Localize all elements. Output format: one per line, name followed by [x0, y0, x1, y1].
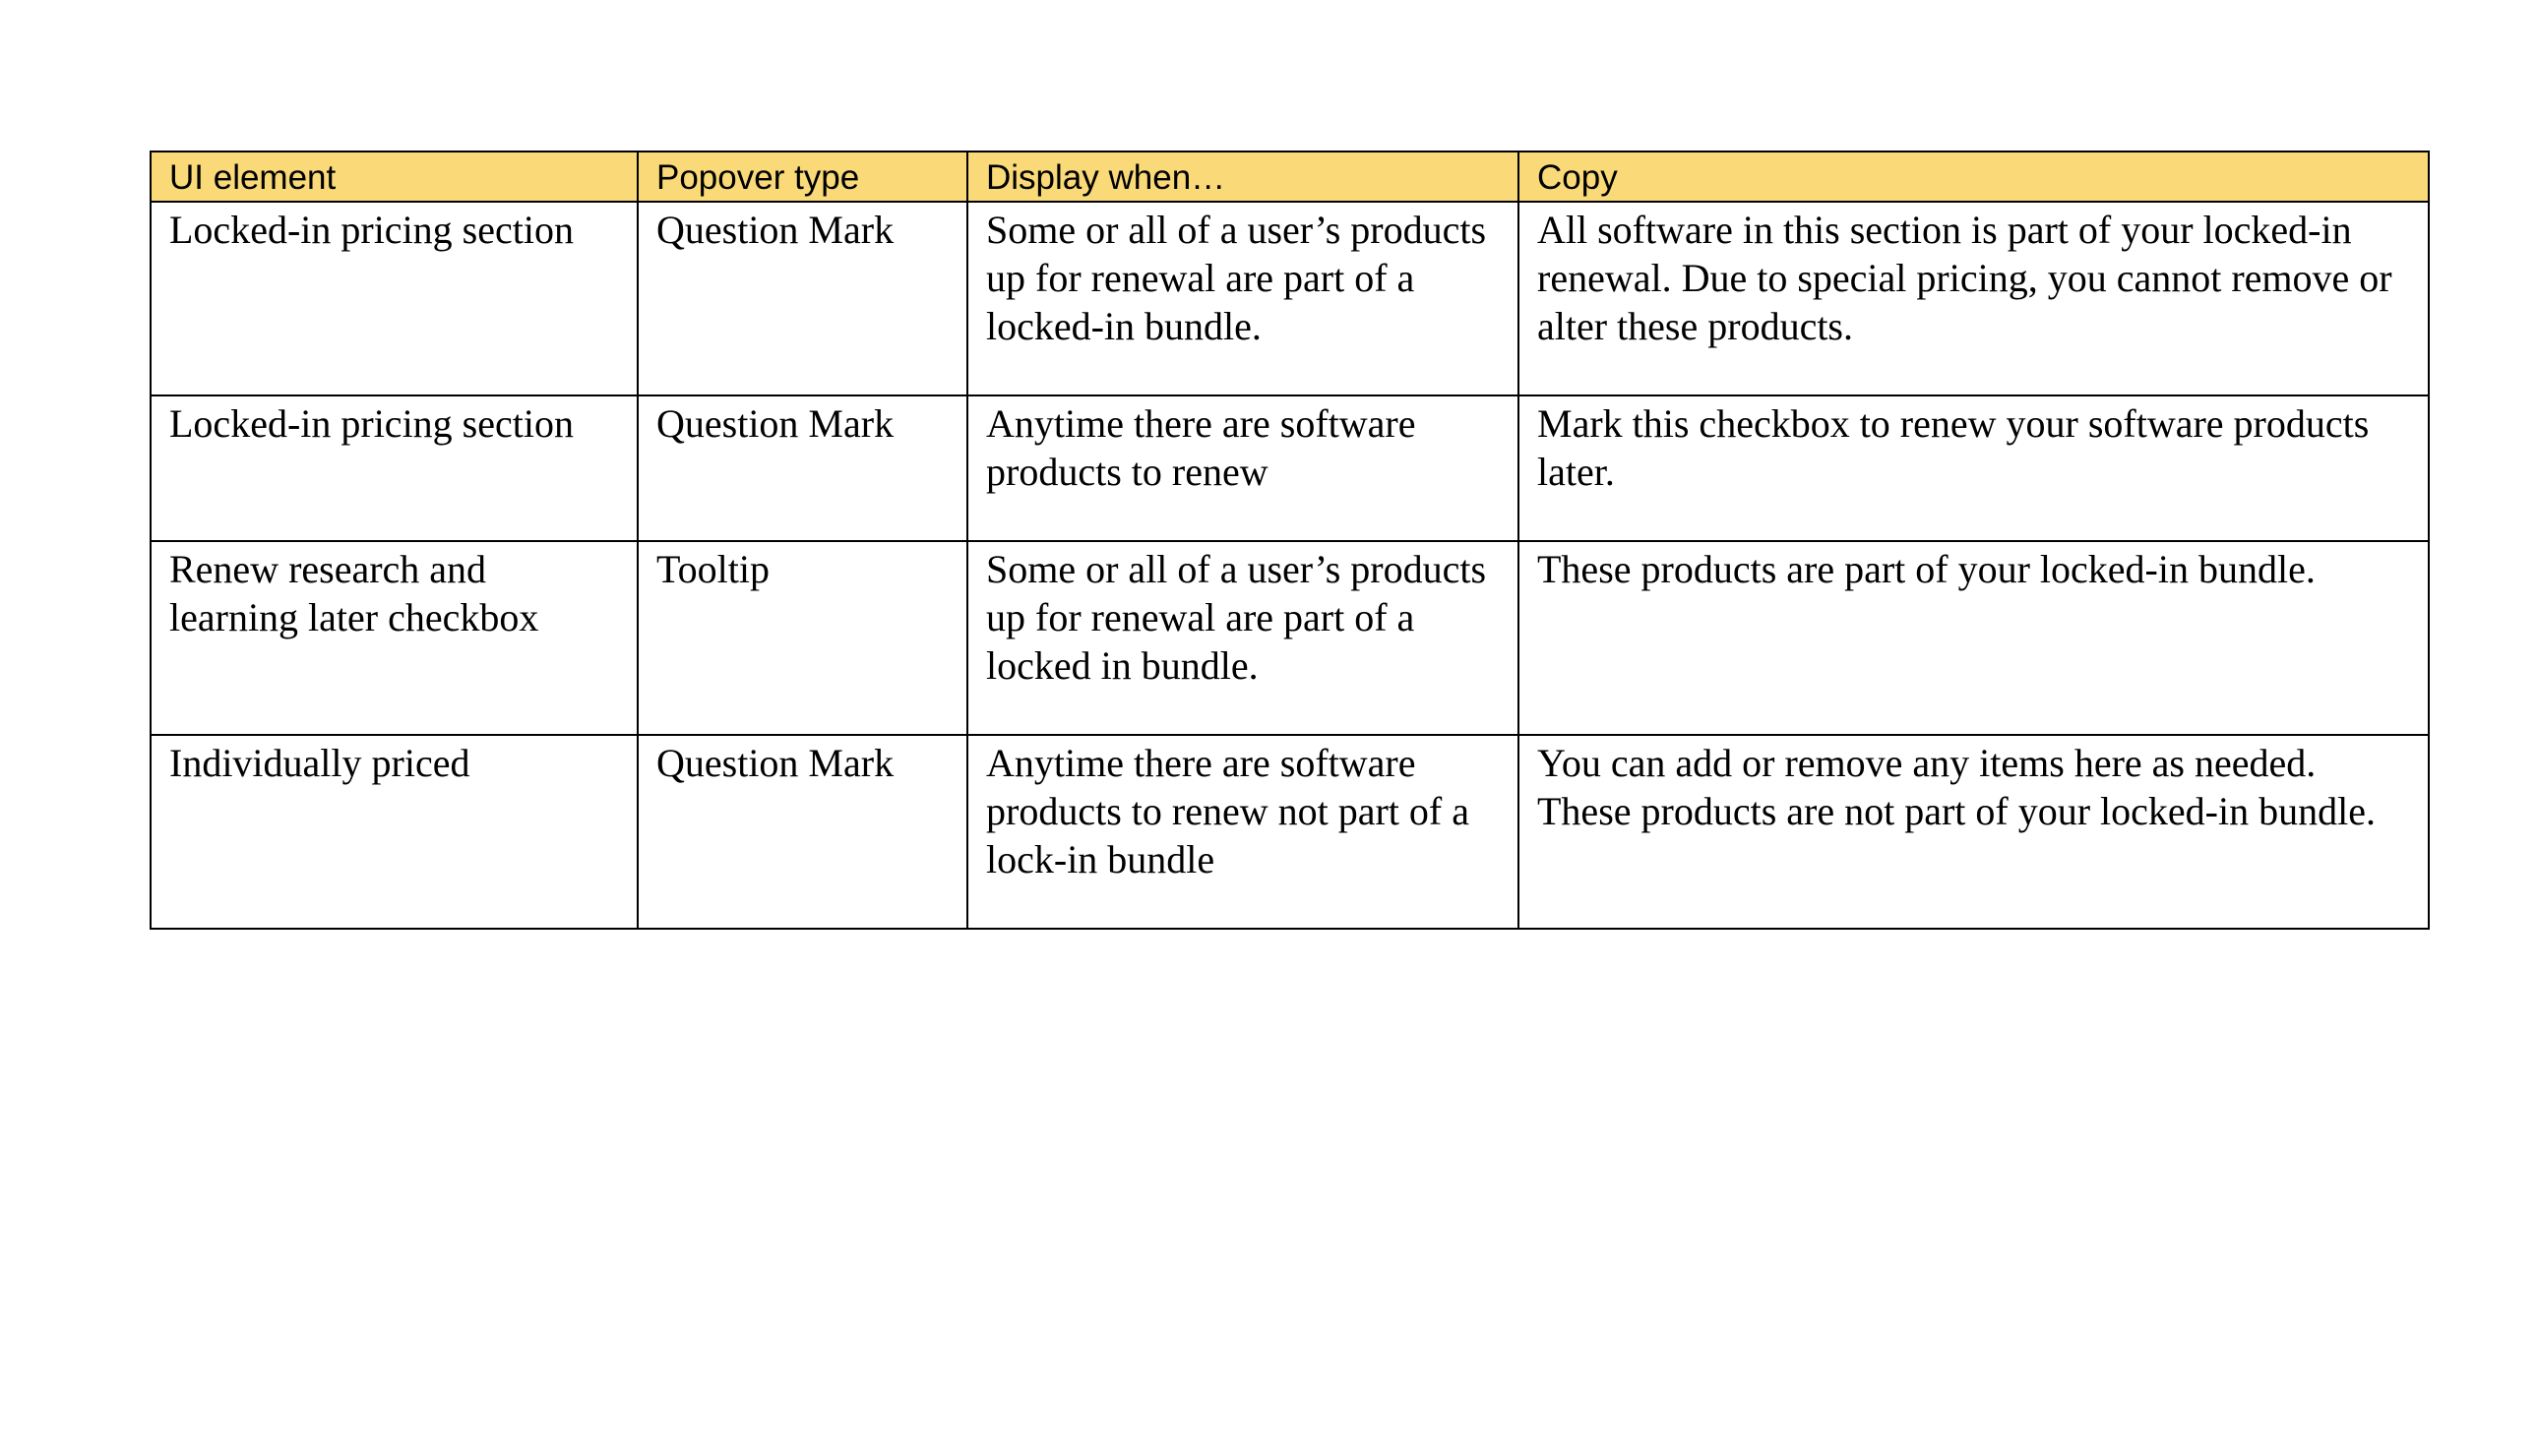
cell-ui-element: Individually priced	[151, 735, 638, 929]
cell-copy: Mark this checkbox to renew your software products later.	[1518, 395, 2429, 541]
header-display-when: Display when…	[967, 152, 1518, 202]
header-copy: Copy	[1518, 152, 2429, 202]
header-popover-type: Popover type	[638, 152, 967, 202]
cell-display-when: Anytime there are software products to renew	[967, 395, 1518, 541]
table-row	[151, 395, 2429, 541]
table-row	[151, 202, 2429, 395]
table-header-row	[151, 152, 2429, 202]
cell-popover-type: Question Mark	[638, 735, 967, 929]
cell-popover-type: Tooltip	[638, 541, 967, 735]
cell-popover-type: Question Mark	[638, 395, 967, 541]
cell-copy: All software in this section is part of your locked-in renewal. Due to special pricing, you cannot remove or alter these products.	[1518, 202, 2429, 395]
popover-spec-table	[150, 151, 2430, 930]
header-ui-element: UI element	[151, 152, 638, 202]
table-row	[151, 735, 2429, 929]
cell-copy: You can add or remove any items here as needed. These products are not part of your locked-in bundle.	[1518, 735, 2429, 929]
cell-ui-element: Locked-in pricing section	[151, 395, 638, 541]
cell-ui-element: Renew research and learning later checkbox	[151, 541, 638, 735]
cell-display-when: Some or all of a user’s products up for renewal are part of a locked in bundle.	[967, 541, 1518, 735]
cell-popover-type: Question Mark	[638, 202, 967, 395]
cell-ui-element: Locked-in pricing section	[151, 202, 638, 395]
cell-copy: These products are part of your locked-in bundle.	[1518, 541, 2429, 735]
table-row	[151, 541, 2429, 735]
cell-display-when: Anytime there are software products to renew not part of a lock-in bundle	[967, 735, 1518, 929]
cell-display-when: Some or all of a user’s products up for renewal are part of a locked-in bundle.	[967, 202, 1518, 395]
